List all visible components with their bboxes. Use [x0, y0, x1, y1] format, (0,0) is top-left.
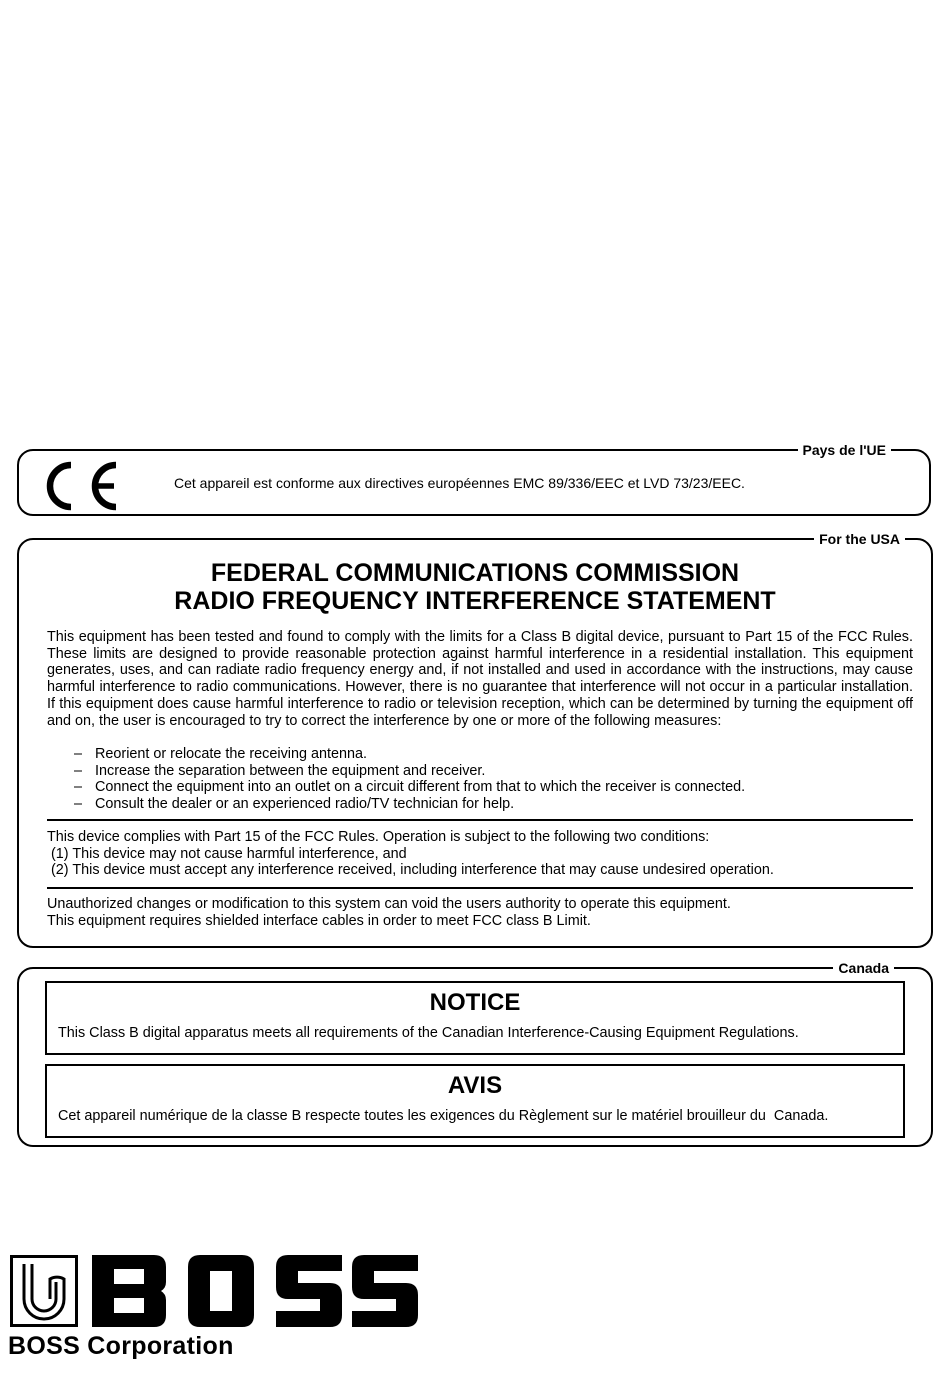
fcc-conditions: [47, 829, 774, 879]
measure-item: [47, 746, 745, 763]
notice-box: [45, 981, 905, 1055]
canada-compliance-box: [17, 960, 933, 1147]
fcc-unauthorized-notice: [47, 896, 731, 929]
dash-bullet: –: [74, 796, 83, 813]
fcc-measures-list: [47, 746, 745, 813]
notice-text: This Class B digital apparatus meets all requirements of the Canadian Interference-Causing Equipment Regulations.: [58, 1025, 799, 1041]
measure-item: [47, 763, 745, 780]
eu-compliance-text: Cet appareil est conforme aux directives européennes EMC 89/336/EEC et LVD 73/23/EEC.: [174, 475, 745, 491]
unauthorized-line-2: This equipment requires shielded interface cables in order to meet FCC class B Limit.: [47, 912, 591, 929]
usa-fcc-box: [17, 531, 933, 948]
avis-box: [45, 1064, 905, 1138]
measure-item: [47, 779, 745, 796]
measure-text: Connect the equipment into an outlet on a circuit different from that to which the receiver is connected.: [95, 779, 746, 796]
boss-wordmark-logo: [92, 1255, 418, 1327]
measure-item: [47, 796, 745, 813]
condition-1: (1) This device may not cause harmful interference, and: [47, 845, 407, 862]
measure-text: Reorient or relocate the receiving antenna.: [95, 746, 367, 762]
boss-emblem-icon: [10, 1255, 78, 1327]
measure-text: Increase the separation between the equipment and receiver.: [95, 762, 486, 779]
dash-bullet: –: [74, 746, 83, 762]
usa-box-label: For the USA: [814, 531, 905, 547]
measure-text: Consult the dealer or an experienced radio/TV technician for help.: [95, 796, 515, 813]
fcc-title-line-2: RADIO FREQUENCY INTERFERENCE STATEMENT: [174, 587, 776, 615]
avis-title: AVIS: [447, 1072, 503, 1099]
fcc-title-line-1: FEDERAL COMMUNICATIONS COMMISSION: [210, 559, 740, 587]
ce-mark-icon: [41, 457, 121, 515]
company-name: BOSS Corporation: [8, 1332, 234, 1360]
section-divider: [47, 887, 913, 889]
canada-box-label: Canada: [833, 960, 894, 976]
eu-compliance-box: [17, 442, 931, 516]
eu-box-label: Pays de l'UE: [798, 442, 891, 458]
avis-text: Cet appareil numérique de la classe B respecte toutes les exigences du Règlement sur le matériel brouilleur du Canada.: [58, 1108, 829, 1124]
dash-bullet: –: [74, 779, 83, 796]
section-divider: [47, 819, 913, 821]
conditions-intro: This device complies with Part 15 of the FCC Rules. Operation is subject to the following two conditions:: [47, 829, 710, 845]
dash-bullet: –: [74, 762, 83, 779]
fcc-statement-body: This equipment has been tested and found to comply with the limits for a Class B digital device, pursuant to Part 15 of the FCC Rules. These limits are designed to provide reasonable protection against harmful interference in a residential installation. This equipment generates, uses, and can radiate radio frequency energy and, if not installed and used in accordance with the instructions, may cause harmful interference to radio communications. However, there is no guarantee that interference will not occur in a particular installation. If this equipment does cause harmful interference to radio or television reception, which can be determined by turning the equipment off and on, the user is encouraged to try to correct the interference by one or more of the following measures:: [47, 629, 913, 729]
notice-title: NOTICE: [429, 989, 521, 1016]
unauthorized-line-1: Unauthorized changes or modification to this system can void the users authority to operate this equipment.: [47, 896, 731, 912]
condition-2: (2) This device must accept any interference received, including interference that may cause undesired operation.: [47, 862, 774, 879]
